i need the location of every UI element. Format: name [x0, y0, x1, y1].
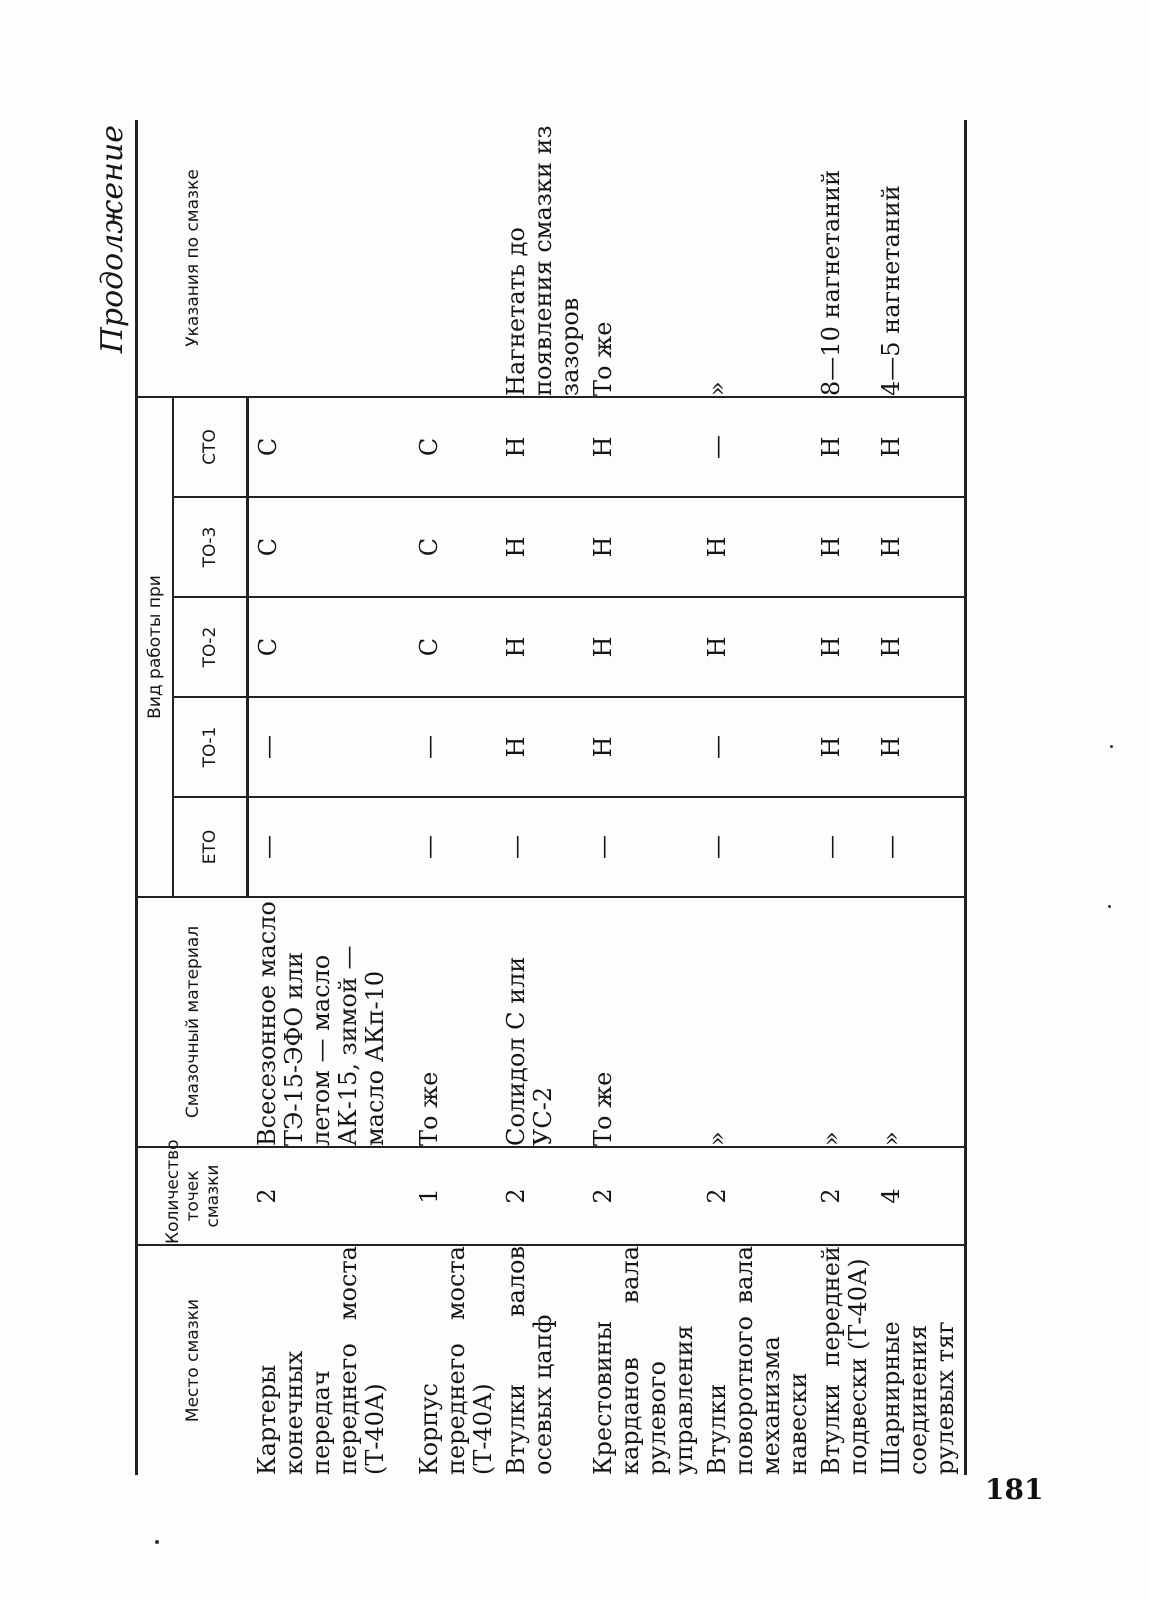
- cell-sto: С: [248, 397, 410, 497]
- cell-to3: Н: [584, 497, 698, 597]
- page-number: 181: [985, 1473, 1044, 1506]
- cell-notes: 8—10 нагнетаний: [812, 120, 872, 397]
- cell-place: Втулки валов осевых цапф: [497, 1245, 584, 1475]
- cell-to1: Н: [497, 697, 584, 797]
- cell-eto: —: [698, 797, 812, 897]
- cell-to3: Н: [872, 497, 966, 597]
- continuation-label: Продолжение: [95, 125, 130, 354]
- cell-sto: Н: [584, 397, 698, 497]
- cell-count: 2: [248, 1147, 410, 1245]
- cell-to3: С: [248, 497, 410, 597]
- cell-sto: Н: [872, 397, 966, 497]
- cell-material: »: [812, 897, 872, 1147]
- cell-notes: То же: [584, 120, 698, 397]
- scan-speck: [155, 1540, 159, 1544]
- cell-to1: Н: [812, 697, 872, 797]
- table-row: [584, 120, 698, 1475]
- cell-to1: —: [410, 697, 497, 797]
- cell-notes: »: [698, 120, 812, 397]
- header-to2: ТО-2: [173, 597, 248, 697]
- cell-to3: Н: [698, 497, 812, 597]
- cell-to3: Н: [497, 497, 584, 597]
- scan-speck: [1110, 745, 1113, 748]
- cell-material: »: [872, 897, 966, 1147]
- cell-notes: 4—5 нагнетаний: [872, 120, 966, 397]
- header-sto: СТО: [173, 397, 248, 497]
- header-eto: ЕТО: [173, 797, 248, 897]
- cell-place: Корпус переднего моста (Т-40А): [410, 1245, 497, 1475]
- cell-count: 2: [698, 1147, 812, 1245]
- cell-to1: Н: [872, 697, 966, 797]
- cell-place: Картеры конечных передач переднего моста (Т-40А): [248, 1245, 410, 1475]
- cell-to1: Н: [584, 697, 698, 797]
- cell-count: 2: [584, 1147, 698, 1245]
- header-to1: ТО-1: [173, 697, 248, 797]
- header-notes: Указания по смазке: [137, 120, 248, 397]
- header-to3: ТО-3: [173, 497, 248, 597]
- cell-to2: Н: [584, 597, 698, 697]
- header-place: Место смазки: [137, 1245, 248, 1475]
- cell-to3: Н: [812, 497, 872, 597]
- cell-to2: Н: [497, 597, 584, 697]
- rotated-table-frame: [95, 115, 1055, 1475]
- cell-eto: —: [872, 797, 966, 897]
- cell-material: Солидол С или УС-2: [497, 897, 584, 1147]
- cell-material: Всесезонное масло ТЭ-15-ЭФО или летом — масло АК-15, зимой — масло АКп-10: [248, 897, 410, 1147]
- cell-eto: —: [248, 797, 410, 897]
- table-row: [410, 120, 497, 1475]
- cell-to1: —: [248, 697, 410, 797]
- table-row: [497, 120, 584, 1475]
- cell-place: Втулки поворотного вала механизма навески: [698, 1245, 812, 1475]
- cell-place: Шарнирные соединения рулевых тяг: [872, 1245, 966, 1475]
- cell-to2: Н: [698, 597, 812, 697]
- cell-to2: Н: [812, 597, 872, 697]
- cell-place: Крестовины карданов вала рулевого управления: [584, 1245, 698, 1475]
- cell-to3: С: [410, 497, 497, 597]
- cell-to2: С: [410, 597, 497, 697]
- cell-eto: —: [497, 797, 584, 897]
- cell-count: 1: [410, 1147, 497, 1245]
- lubrication-table: [135, 120, 967, 1475]
- cell-notes: [410, 120, 497, 397]
- cell-sto: —: [698, 397, 812, 497]
- table-row: [248, 120, 410, 1475]
- cell-place: Втулки передней подвески (Т-40А): [812, 1245, 872, 1475]
- cell-count: 2: [497, 1147, 584, 1245]
- cell-sto: Н: [812, 397, 872, 497]
- cell-material: »: [698, 897, 812, 1147]
- cell-material: То же: [410, 897, 497, 1147]
- table-row: [872, 120, 966, 1475]
- cell-to2: Н: [872, 597, 966, 697]
- cell-sto: С: [410, 397, 497, 497]
- table-row: [698, 120, 812, 1475]
- table-row: [812, 120, 872, 1475]
- cell-eto: —: [584, 797, 698, 897]
- cell-count: 2: [812, 1147, 872, 1245]
- cell-material: То же: [584, 897, 698, 1147]
- cell-notes: Нагнетать до появления смазки из зазоров: [497, 120, 584, 397]
- cell-sto: Н: [497, 397, 584, 497]
- cell-to2: С: [248, 597, 410, 697]
- cell-count: 4: [872, 1147, 966, 1245]
- cell-eto: —: [410, 797, 497, 897]
- cell-to1: —: [698, 697, 812, 797]
- header-work-type: Вид работы при: [137, 397, 174, 897]
- scan-speck: [1108, 905, 1111, 908]
- cell-notes: [248, 120, 410, 397]
- header-count: Количество точек смазки: [137, 1147, 248, 1245]
- header-material: Смазочный материал: [137, 897, 248, 1147]
- cell-eto: —: [812, 797, 872, 897]
